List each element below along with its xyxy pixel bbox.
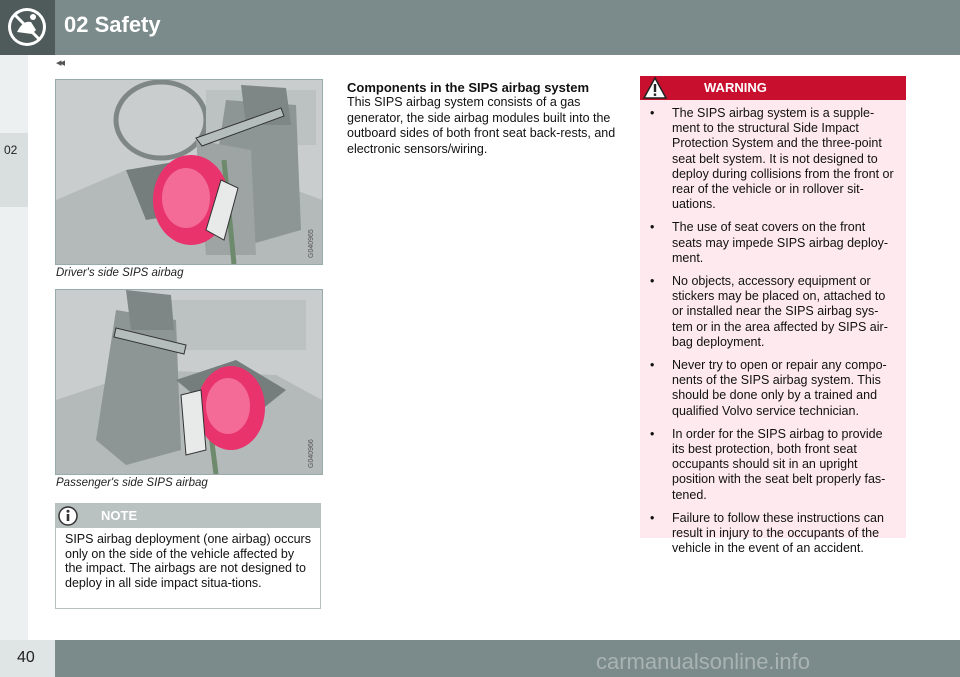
note-header (56, 504, 320, 528)
watermark: carmanualsonline.info (596, 649, 811, 674)
footer-bar (55, 640, 960, 677)
warning-header (640, 76, 906, 100)
bullet-icon: • (650, 274, 655, 289)
bullet-icon: • (650, 220, 655, 235)
passenger-seat-illustration (56, 290, 322, 474)
page-title: 02 Safety (64, 12, 161, 37)
section-title: Components in the SIPS airbag system (347, 80, 589, 95)
warning-triangle-icon (642, 76, 668, 100)
bullet-icon: • (650, 358, 655, 373)
page-number: 40 (17, 649, 35, 666)
list-item (650, 274, 896, 350)
list-item (650, 358, 896, 419)
passenger-side-figure (55, 289, 323, 475)
warning-list (640, 100, 906, 556)
note-body: SIPS airbag deployment (one airbag) occurs only on the side of the vehicle affected by the impact. The airbags are not designed to deploy in all side impact situa-tions. (65, 532, 311, 590)
chapter-tab-label: 02 (4, 143, 18, 157)
bullet-icon: • (650, 510, 655, 525)
section-body: This SIPS airbag system consists of a gas generator, the side airbag modules built into the outboard sides of both front seat back-rests, and electronic sensors/wiring. (347, 95, 616, 156)
no-airbag-child-seat-icon (0, 0, 55, 55)
warning-item-text: The use of seat covers on the front seats may impede SIPS airbag deploy-ment. (672, 220, 889, 265)
header-icon-box (0, 0, 55, 55)
figure-caption: Passenger's side SIPS airbag (56, 477, 208, 489)
warning-item-text: The SIPS airbag system is a supple-ment to the structural Side Impact Protection System and the three-point seat belt system. It is not designed to deploy during collisions from the front or rear of the vehicle or in rollover sit-uations. (672, 106, 894, 212)
figure-caption: Driver's side SIPS airbag (56, 267, 184, 279)
warning-heading: WARNING (704, 80, 767, 95)
warning-item-text: Never try to open or repair any compo-nents of the SIPS airbag system. This should be done only by a trained and qualified Volvo service technician. (672, 358, 887, 418)
driver-seat-illustration (56, 80, 322, 264)
list-item (650, 220, 896, 266)
figure-code: G040965 (308, 229, 315, 258)
figure-code: G040966 (308, 439, 315, 468)
list-item (650, 427, 896, 503)
note-box (55, 503, 321, 609)
info-icon (57, 505, 79, 527)
back-arrows-icon[interactable]: ◂◂ (56, 57, 64, 69)
chapter-tab[interactable] (0, 133, 28, 207)
driver-side-figure (55, 79, 323, 265)
warning-item-text: In order for the SIPS airbag to provide its best protection, both front seat occupants should sit in an upright position with the seat belt properly fas-tened. (672, 426, 886, 502)
note-heading: NOTE (101, 508, 138, 523)
bullet-icon: • (650, 106, 655, 120)
list-item (650, 511, 896, 557)
warning-item-text: Failure to follow these instructions can result in injury to the occupants of the vehicle in the event of an accident. (672, 510, 884, 556)
warning-item-text: No objects, accessory equipment or stickers may be placed on, attached to or installed near the SIPS airbag sys-tem or in the area affected by SIPS air-bag deployment. (672, 274, 888, 349)
bullet-icon: • (650, 426, 655, 441)
warning-box (640, 76, 906, 556)
list-item (650, 106, 896, 212)
